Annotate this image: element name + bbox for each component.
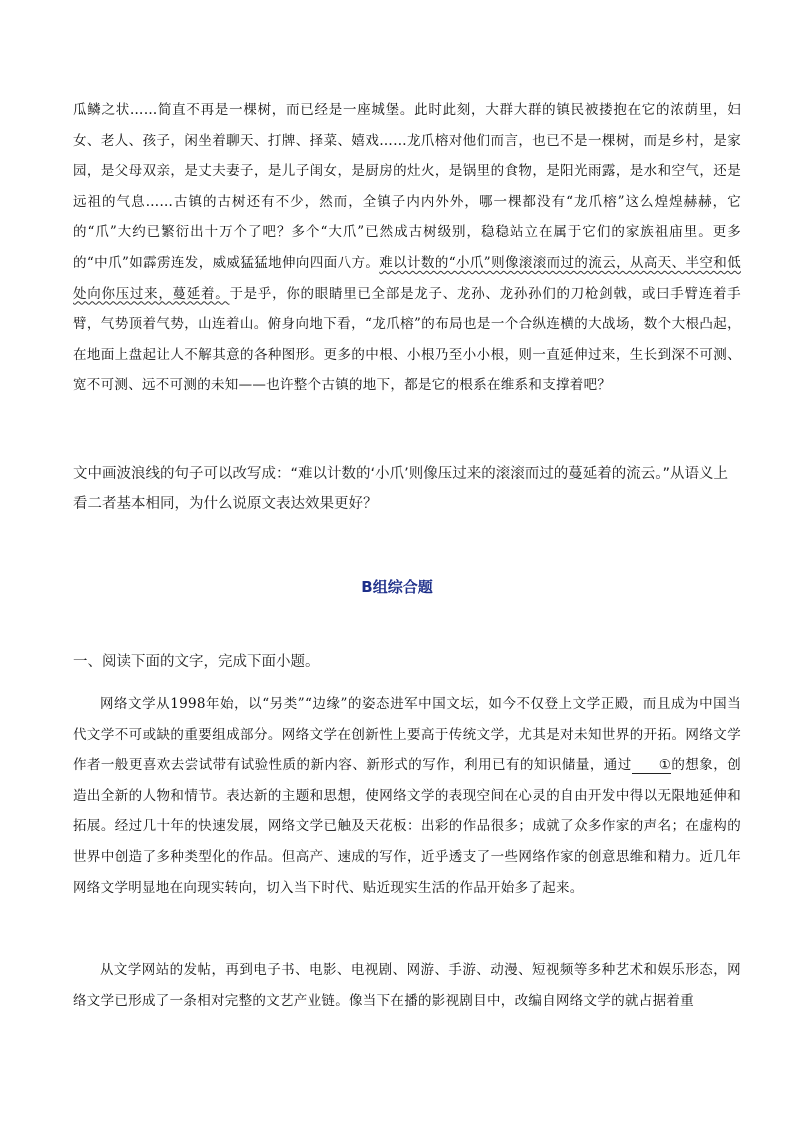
wavy-underlined-sentence: 难以计数的“小爪”则像滚滚而过的流云，从高天、半空和低处向你压过来，蔓延着。 xyxy=(73,254,741,302)
fill-blank-1: ① xyxy=(632,757,671,774)
passage-a-text-3: 于是乎，你的眼睛里已全部是龙子、龙孙、龙孙孙们的刀枪剑戟，或曰手臂连着手臂，气势顶着气势，山连着山。俯身向地下看，“龙爪榕”的布局也是一个合纵连横的大战场，数个大根凸起，在地面上盘起让人不解其意的各种图形。更多的中根、小根乃至小小根，则一直延伸过来，生长到深不可测、宽不可测、远不可测的未知——也许整个古镇的地下，都是它的根系在维系和支撑着吧？ xyxy=(73,285,741,394)
passage-a-paragraph xyxy=(73,95,741,401)
passage-a xyxy=(73,95,741,401)
group-b-heading: B组综合题 xyxy=(361,578,433,596)
passage-b-text-after-blank: 的想象，创造出全新的人物和情节。表达新的主题和思想，使网络文学的表现空间在心灵的自由开发中得以无限地延伸和拓展。经过几十年的快速发展，网络文学已触及天花板：出彩的作品很多；成就了众多作家的声名；在虚构的世界中创造了多种类型化的作品。但高产、速成的写作，近乎透支了一些网络作家的创意思维和精力。近几年网络文学明显地在向现实转向，切入当下时代、贴近现实生活的作品开始多了起来。 xyxy=(73,757,741,896)
passage-b-2 xyxy=(73,955,741,1016)
section-one-title: 一、阅读下面的文字，完成下面小题。 xyxy=(73,654,320,670)
passage-b xyxy=(73,689,741,903)
passage-b-text-before-blank: 网络文学从1998年始，以“另类”“边缘”的姿态进军中国文坛，如今不仅登上文学正殿，而且成为中国当代文学不可或缺的重要组成部分。网络文学在创新性上要高于传统文学，尤其是对未知世界的开拓。网络文学作者一般更喜欢去尝试带有试验性质的新内容、新形式的写作，利用已有的知识储量，通过 xyxy=(73,696,741,774)
passage-a-text-1: 瓜鳞之状……简直不再是一棵树，而已经是一座城堡。此时此刻，大群大群的镇民被搂抱在它的浓荫里，妇女、老人、孩子，闲坐着聊天、打牌、择菜、嬉戏……龙爪榕对他们而言，也已不是一棵树，而是乡村，是家园，是父母双亲，是丈夫妻子，是儿子闺女，是厨房的灶火，是锅里的食物，是阳光雨露，是水和空气，还是远祖的气息……古镇的古树还有不少，然而，全镇子内内外外，哪一棵都没有“龙爪榕”这么煌煌赫赫，它的“爪”大约已繁衍出十万个了吧？多个“大爪”已然成古树级别，稳稳站立在属于它们的家族祖庙里。更多的“中爪”如霹雳连发，威威猛猛地伸向四面八方。 xyxy=(73,102,741,271)
passage-b-paragraph-1 xyxy=(73,689,741,903)
question-a: 文中画波浪线的句子可以改写成：“难以计数的‘小爪’则像压过来的滚滚而过的蔓延着的流云。”从语义上看二者基本相同，为什么说原文表达效果更好？ xyxy=(73,466,728,512)
passage-b-paragraph-2: 从文学网站的发帖，再到电子书、电影、电视剧、网游、手游、动漫、短视频等多种艺术和娱乐形态，网络文学已形成了一条相对完整的文艺产业链。像当下在播的影视剧目中，改编自网络文学的就占据着重 xyxy=(73,962,741,1009)
